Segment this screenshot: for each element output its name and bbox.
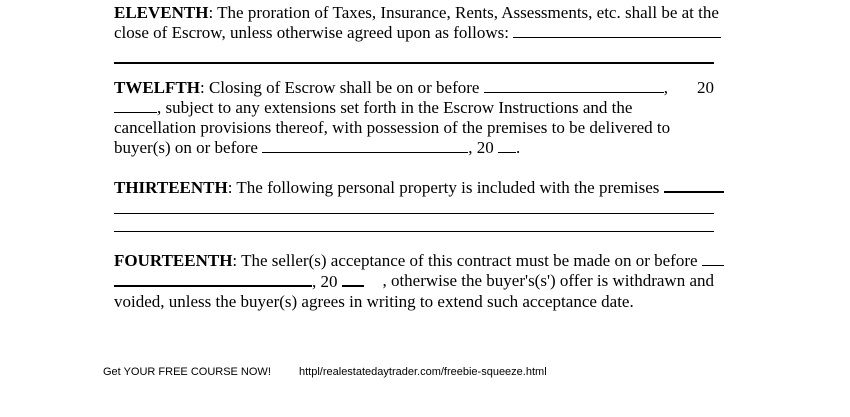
escrow-closing-year-field[interactable] bbox=[114, 98, 157, 113]
escrow-closing-date-field[interactable] bbox=[484, 78, 664, 93]
personal-property-field[interactable] bbox=[664, 177, 724, 193]
clause-fourteenth-line-2: , 20 , otherwise the buyer's(s') offer is withdrawn and bbox=[114, 271, 714, 292]
possession-date-field[interactable] bbox=[262, 138, 468, 153]
acceptance-date-field-2[interactable] bbox=[114, 271, 312, 287]
footer-url[interactable]: httpl/realestatedaytrader.com/freebie-squeeze.html bbox=[299, 366, 547, 378]
clause-twelfth-line-3: cancellation provisions thereof, with possession of the premises to be delivered to bbox=[114, 118, 671, 137]
proration-terms-field[interactable] bbox=[513, 23, 721, 38]
clause-twelfth-heading: TWELFTH bbox=[114, 78, 200, 97]
personal-property-line-2[interactable] bbox=[114, 213, 714, 214]
free-course-link[interactable]: Get YOUR FREE COURSE NOW! bbox=[103, 366, 271, 378]
acceptance-date-field[interactable] bbox=[702, 251, 724, 266]
clause-eleventh-line-1: ELEVENTH: The proration of Taxes, Insurance, Rents, Assessments, etc. shall be at the bbox=[114, 3, 719, 22]
clause-thirteenth-line-1: THIRTEENTH: The following personal property is included with the premises bbox=[114, 177, 714, 198]
clause-twelfth-line-1: TWELFTH: Closing of Escrow shall be on or before , 20 bbox=[114, 78, 714, 97]
clause-eleventh-line-2: close of Escrow, unless otherwise agreed upon as follows: bbox=[114, 23, 714, 43]
clause-fourteenth-line-3: voided, unless the buyer(s) agrees in writing to extend such acceptance date. bbox=[114, 292, 634, 311]
proration-terms-line-2[interactable] bbox=[114, 62, 714, 64]
clause-twelfth-line-4: buyer(s) on or before , 20 . bbox=[114, 138, 521, 157]
clause-eleventh-heading: ELEVENTH bbox=[114, 3, 209, 22]
personal-property-line-3[interactable] bbox=[114, 231, 714, 232]
clause-twelfth-line-2: , subject to any extensions set forth in the Escrow Instructions and the bbox=[114, 98, 714, 118]
clause-fourteenth-heading: FOURTEENTH bbox=[114, 251, 233, 270]
clause-fourteenth-line-1: FOURTEENTH: The seller(s) acceptance of this contract must be made on or before bbox=[114, 251, 714, 271]
clause-fourteenth bbox=[114, 251, 714, 312]
possession-year-field[interactable] bbox=[498, 138, 516, 153]
clause-thirteenth bbox=[114, 177, 714, 198]
clause-thirteenth-heading: THIRTEENTH bbox=[114, 178, 228, 197]
acceptance-year-field[interactable] bbox=[342, 271, 364, 287]
clause-eleventh bbox=[114, 3, 719, 43]
clause-twelfth bbox=[114, 78, 714, 158]
